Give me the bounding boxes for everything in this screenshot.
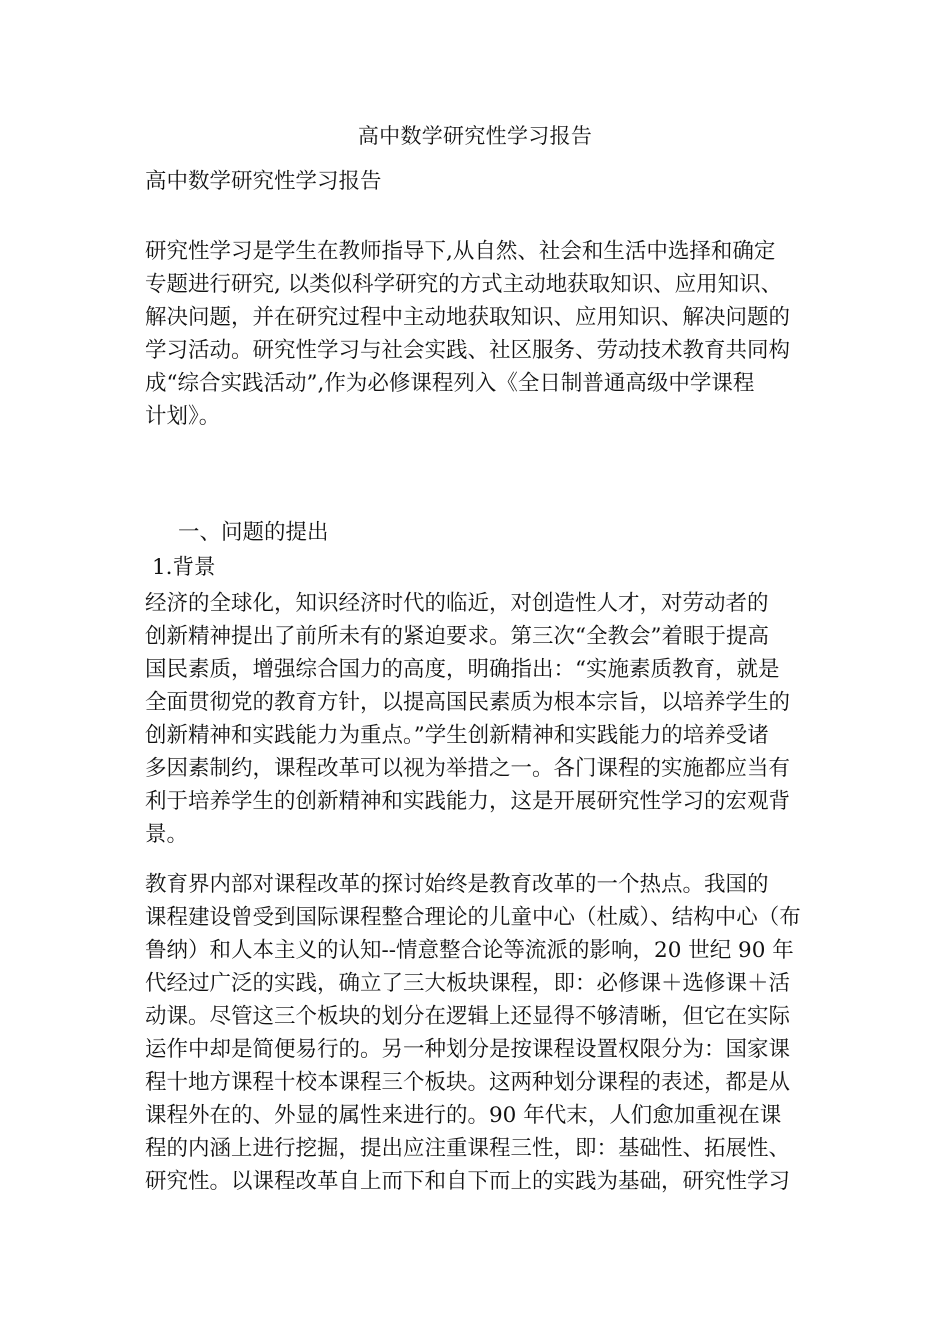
paragraph-line: 多因素制约，课程改革可以视为举措之一。各门课程的实施都应当有 bbox=[145, 756, 791, 781]
paragraph-line: 利于培养学生的创新精神和实践能力，这是开展研究性学习的宏观背 bbox=[145, 789, 791, 814]
paragraph-line: 教育界内部对课程改革的探讨始终是教育改革的一个热点。我国的 bbox=[145, 872, 769, 897]
paragraph-line: 程的内涵上进行挖掘，提出应注重课程三性，即：基础性、拓展性、 bbox=[145, 1136, 791, 1161]
document-subtitle: 高中数学研究性学习报告 bbox=[145, 169, 382, 194]
paragraph-line: 代经过广泛的实践，确立了三大板块课程，即：必修课＋选修课＋活 bbox=[145, 971, 791, 996]
paragraph-line: 研究性。以课程改革自上而下和自下而上的实践为基础，研究性学习 bbox=[145, 1169, 791, 1194]
paragraph-line: 国民素质，增强综合国力的高度，明确指出：“实施素质教育，就是 bbox=[145, 657, 780, 682]
paragraph-line: 经济的全球化，知识经济时代的临近，对创造性人才，对劳动者的 bbox=[145, 591, 769, 616]
paragraph-line: 程十地方课程十校本课程三个板块。这两种划分课程的表述，都是从 bbox=[145, 1070, 791, 1095]
paragraph-line: 运作中却是简便易行的。另一种划分是按课程设置权限分为：国家课 bbox=[145, 1037, 791, 1062]
intro-line: 成“综合实践活动”,作为必修课程列入《全日制普通高级中学课程 bbox=[145, 371, 755, 396]
intro-line: 学习活动。研究性学习与社会实践、社区服务、劳动技术教育共同构 bbox=[145, 338, 791, 363]
background-paragraph-2 bbox=[145, 868, 810, 1198]
paragraph-line: 创新精神和实践能力为重点。”学生创新精神和实践能力的培养受诸 bbox=[145, 723, 769, 748]
paragraph-line: 课程外在的、外显的属性来进行的。90 年代末，人们愈加重视在课 bbox=[145, 1103, 782, 1128]
paragraph-line: 动课。尽管这三个板块的划分在逻辑上还显得不够清晰，但它在实际 bbox=[145, 1004, 791, 1029]
intro-line: 专题进行研究, 以类似科学研究的方式主动地获取知识、应用知识、 bbox=[145, 272, 783, 297]
paragraph-line: 全面贯彻党的教育方针，以提高国民素质为根本宗旨，以培养学生的 bbox=[145, 690, 791, 715]
paragraph-line: 景。 bbox=[145, 822, 189, 847]
subsection-heading: 1.背景 bbox=[152, 555, 216, 580]
document-title: 高中数学研究性学习报告 bbox=[357, 124, 593, 148]
section-heading: 一、问题的提出 bbox=[178, 520, 329, 545]
paragraph-line: 创新精神提出了前所未有的紧迫要求。第三次“全教会”着眼于提高 bbox=[145, 624, 769, 649]
intro-paragraph bbox=[145, 235, 810, 433]
intro-line: 计划》。 bbox=[145, 404, 221, 429]
paragraph-line: 课程建设曾受到国际课程整合理论的儿童中心（杜威）、结构中心（布 bbox=[145, 905, 801, 930]
intro-line: 解决问题，并在研究过程中主动地获取知识、应用知识、解决问题的 bbox=[145, 305, 791, 330]
intro-line: 研究性学习是学生在教师指导下,从自然、社会和生活中选择和确定 bbox=[145, 239, 776, 264]
paragraph-line: 鲁纳）和人本主义的认知--情意整合论等流派的影响，20 世纪 90 年 bbox=[145, 938, 794, 963]
background-paragraph-1 bbox=[145, 587, 810, 851]
